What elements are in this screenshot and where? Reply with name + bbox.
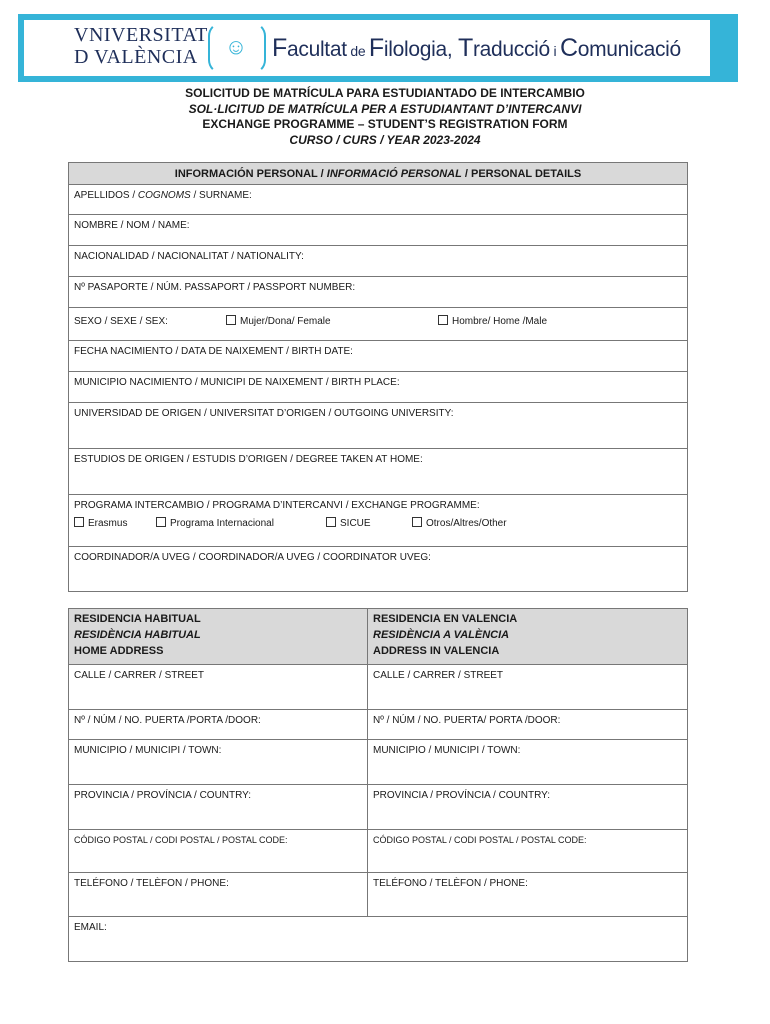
erasmus-checkbox[interactable] xyxy=(74,517,156,529)
valencia-postal-field[interactable] xyxy=(368,830,688,873)
home-phone-label: TELÉFONO / TELÈFON / PHONE: xyxy=(74,878,229,889)
internacional-checkbox[interactable] xyxy=(156,517,326,529)
faculty-title-word-4: omunicació xyxy=(577,38,681,61)
degree-label: ESTUDIOS DE ORIGEN / ESTUDIS D’ORIGEN / DEGREE TAKEN AT HOME: xyxy=(74,454,423,465)
valencia-town-label: MUNICIPIO / MUNICIPI / TOWN: xyxy=(373,745,521,756)
home-door-field[interactable] xyxy=(69,710,368,740)
valencia-door-field[interactable] xyxy=(368,710,688,740)
email-field[interactable] xyxy=(69,917,688,962)
valencia-header-es: RESIDENCIA EN VALENCIA xyxy=(373,613,518,625)
erasmus-label: Erasmus xyxy=(88,518,128,529)
birth-place-field[interactable] xyxy=(69,372,688,403)
home-header-en: HOME ADDRESS xyxy=(74,645,164,657)
valencia-phone-label: TELÉFONO / TELÈFON / PHONE: xyxy=(373,878,528,889)
female-checkbox[interactable] xyxy=(226,315,438,327)
valencia-address-header xyxy=(368,609,688,665)
university-name-line1: VNIVERSITAT xyxy=(74,24,208,46)
checkbox-icon[interactable] xyxy=(412,517,422,527)
header-banner xyxy=(18,14,738,82)
checkbox-icon[interactable] xyxy=(156,517,166,527)
personal-header-es: INFORMACIÓN PERSONAL / xyxy=(174,167,327,180)
faculty-title-cap-2: F xyxy=(368,34,384,62)
otros-checkbox[interactable] xyxy=(412,517,507,529)
residence-table xyxy=(68,608,688,962)
checkbox-icon[interactable] xyxy=(326,517,336,527)
birth-place-label: MUNICIPIO NACIMIENTO / MUNICIPI DE NAIXEMENT / BIRTH PLACE: xyxy=(74,377,400,388)
valencia-street-label: CALLE / CARRER / STREET xyxy=(373,670,504,681)
checkbox-icon[interactable] xyxy=(438,315,448,325)
birth-date-field[interactable] xyxy=(69,341,688,372)
personal-header-en: / PERSONAL DETAILS xyxy=(461,167,582,180)
checkbox-icon[interactable] xyxy=(226,315,236,325)
surname-label-en: / SURNAME: xyxy=(190,190,252,201)
birth-date-label: FECHA NACIMIENTO / DATA DE NAIXEMENT / BIRTH DATE: xyxy=(74,346,353,357)
home-postal-field[interactable] xyxy=(69,830,368,873)
home-town-label: MUNICIPIO / MUNICIPI / TOWN: xyxy=(74,745,222,756)
home-header-va: RESIDÈNCIA HABITUAL xyxy=(74,629,201,641)
faculty-title-cap-1: F xyxy=(272,34,287,62)
faculty-title-word-3: raducció xyxy=(472,38,550,61)
home-town-field[interactable] xyxy=(69,740,368,785)
title-valencian: SOL·LICITUD DE MATRÍCULA PER A ESTUDIANTANT D’INTERCANVI xyxy=(188,101,582,116)
surname-field[interactable] xyxy=(69,185,688,215)
home-address-header xyxy=(69,609,368,665)
title-spanish: SOLICITUD DE MATRÍCULA PARA ESTUDIANTADO DE INTERCAMBIO xyxy=(185,86,585,100)
passport-field[interactable] xyxy=(69,277,688,308)
male-checkbox[interactable] xyxy=(438,315,547,327)
sicue-checkbox[interactable] xyxy=(326,517,412,529)
sex-field xyxy=(69,308,688,341)
surname-label-es: APELLIDOS / xyxy=(74,190,138,201)
male-label: Hombre/ Home /Male xyxy=(452,316,548,327)
valencia-header-va: RESIDÈNCIA A VALÈNCIA xyxy=(373,629,510,641)
coordinator-field[interactable] xyxy=(69,547,688,592)
name-label: NOMBRE / NOM / NAME: xyxy=(74,220,190,231)
valencia-postal-label: CÓDIGO POSTAL / CODI POSTAL / POSTAL CODE: xyxy=(373,835,587,845)
valencia-phone-field[interactable] xyxy=(368,873,688,917)
surname-label-va: COGNOMS xyxy=(137,190,191,201)
face-icon: ☺ xyxy=(224,34,248,59)
faculty-title-word-2: ilologia, xyxy=(383,38,458,61)
home-postal-label: CÓDIGO POSTAL / CODI POSTAL / POSTAL CODE: xyxy=(74,835,288,845)
university-name-line2: D VALÈNCIA xyxy=(74,46,198,68)
valencia-header-en: ADDRESS IN VALENCIA xyxy=(373,645,500,657)
personal-details-header xyxy=(69,163,688,185)
university-label: UNIVERSIDAD DE ORIGEN / UNIVERSITAT D’ORIGEN / OUTGOING UNIVERSITY: xyxy=(74,408,454,419)
programme-field xyxy=(69,495,688,547)
programme-label: PROGRAMA INTERCAMBIO / PROGRAMA D’INTERCANVI / EXCHANGE PROGRAMME: xyxy=(74,500,480,511)
internacional-label: Programa Internacional xyxy=(170,518,274,529)
valencia-street-field[interactable] xyxy=(368,665,688,710)
valencia-country-label: PROVINCIA / PROVÍNCIA / COUNTRY: xyxy=(373,790,551,801)
valencia-door-label: Nº / NÚM / NO. PUERTA/ PORTA /DOOR: xyxy=(373,715,561,726)
home-phone-field[interactable] xyxy=(69,873,368,917)
home-country-label: PROVINCIA / PROVÍNCIA / COUNTRY: xyxy=(74,790,252,801)
home-header-es: RESIDENCIA HABITUAL xyxy=(74,613,201,625)
faculty-title-cap-4: C xyxy=(559,34,578,62)
header-banner-inner xyxy=(24,20,710,76)
faculty-title-i: i xyxy=(549,43,560,59)
faculty-emblem-icon xyxy=(208,22,266,74)
university-field[interactable] xyxy=(69,403,688,449)
female-label: Mujer/Dona/ Female xyxy=(240,316,331,327)
otros-label: Otros/Altres/Other xyxy=(426,518,507,529)
name-field[interactable] xyxy=(69,215,688,246)
university-logo xyxy=(74,24,214,68)
home-country-field[interactable] xyxy=(69,785,368,830)
passport-label: Nº PASAPORTE / NÚM. PASSAPORT / PASSPORT NUMBER: xyxy=(74,282,356,293)
personal-header-va: INFORMACIÓ PERSONAL xyxy=(326,167,462,180)
nationality-label: NACIONALIDAD / NACIONALITAT / NATIONALITY: xyxy=(74,251,304,262)
sicue-label: SICUE xyxy=(340,518,371,529)
faculty-title-de: de xyxy=(346,43,369,59)
coordinator-label: COORDINADOR/A UVEG / COORDINADOR/A UVEG / COORDINATOR UVEG: xyxy=(74,552,431,563)
title-english: EXCHANGE PROGRAMME – STUDENT’S REGISTRATION FORM xyxy=(202,117,568,131)
home-street-field[interactable] xyxy=(69,665,368,710)
valencia-town-field[interactable] xyxy=(368,740,688,785)
home-door-label: Nº / NÚM / NO. PUERTA /PORTA /DOOR: xyxy=(74,715,261,726)
home-street-label: CALLE / CARRER / STREET xyxy=(74,670,205,681)
faculty-title-cap-3: T xyxy=(457,34,473,62)
title-year: CURSO / CURS / YEAR 2023-2024 xyxy=(289,132,481,147)
sex-label: SEXO / SEXE / SEX: xyxy=(74,316,168,327)
checkbox-icon[interactable] xyxy=(74,517,84,527)
nationality-field[interactable] xyxy=(69,246,688,277)
personal-details-table xyxy=(68,162,688,592)
faculty-title xyxy=(272,34,681,63)
form-titles xyxy=(0,86,770,148)
email-label: EMAIL: xyxy=(74,922,107,933)
faculty-title-word-1: acultat xyxy=(286,38,347,61)
valencia-country-field[interactable] xyxy=(368,785,688,830)
degree-field[interactable] xyxy=(69,449,688,495)
